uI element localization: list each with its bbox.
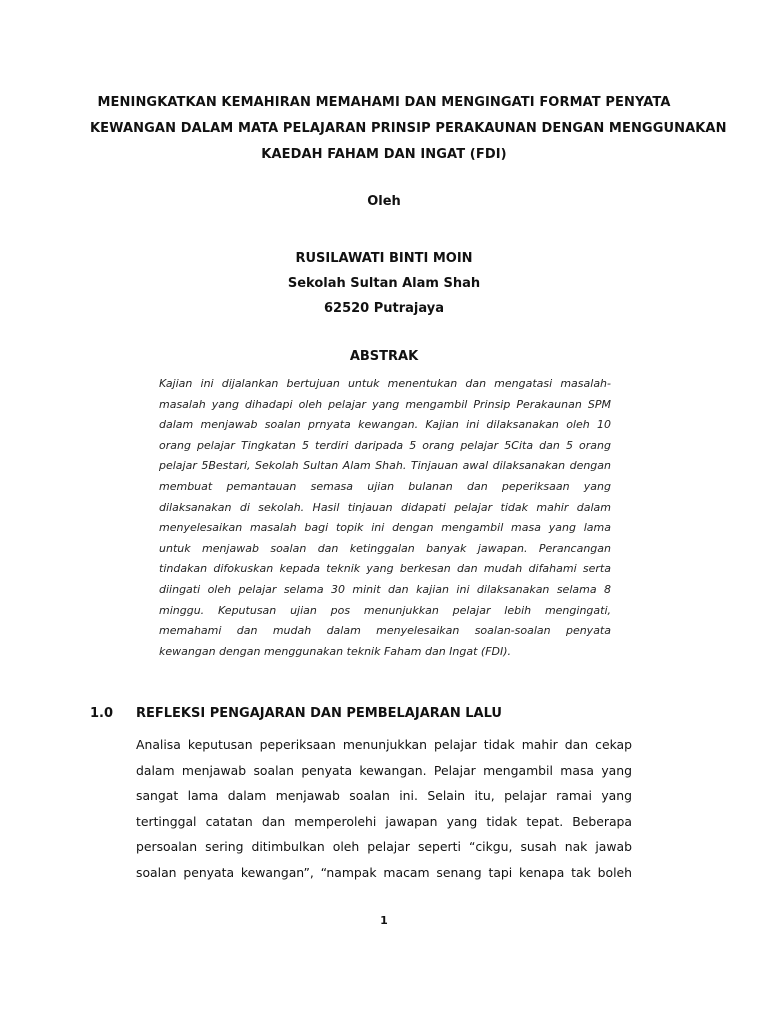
author-address: 62520 Putrajaya [323, 301, 444, 316]
title-line: KAEDAH FAHAM DAN INGAT (FDI) [261, 147, 507, 162]
page-number: 1 [380, 914, 388, 927]
section-line: Analisa keputusan peperiksaan menunjukkan pelajar tidak mahir dan cekap [136, 737, 632, 752]
abstract-line: diingati oleh pelajar selama 30 minit dan kajian ini dilaksanakan selama 8 [159, 582, 611, 596]
section-title: REFLEKSI PENGAJARAN DAN PEMBELAJARAN LALU [136, 706, 502, 721]
abstract-line: minggu. Keputusan ujian pos menunjukkan pelajar lebih mengingati, [159, 603, 611, 617]
abstract-line: masalah yang dihadapi oleh pelajar yang mengambil Prinsip Perakaunan SPM [159, 397, 611, 411]
abstract-line: orang pelajar Tingkatan 5 terdiri daripada 5 orang pelajar 5Cita dan 5 orang [159, 438, 611, 452]
by-label: Oleh [367, 194, 401, 209]
abstract-line: membuat pemantauan semasa ujian bulanan dan peperiksaan yang [159, 479, 611, 493]
section-heading [90, 706, 502, 721]
abstract-line: tindakan difokuskan kepada teknik yang berkesan dan mudah difahami serta [159, 562, 611, 576]
abstract-line: untuk menjawab soalan dan ketinggalan banyak jawapan. Perancangan [159, 541, 611, 555]
abstract-line: menyelesaikan masalah bagi topik ini dengan mengambil masa yang lama [159, 521, 611, 535]
author-school: Sekolah Sultan Alam Shah [287, 276, 481, 291]
section-line: dalam menjawab soalan penyata kewangan. Pelajar mengambil masa yang [136, 762, 632, 778]
title-line: MENINGKATKAN KEMAHIRAN MEMAHAMI DAN MENGINGATI FORMAT PENYATA [97, 95, 671, 110]
author-name: RUSILAWATI BINTI MOIN [295, 251, 473, 266]
abstract-line: kewangan dengan menggunakan teknik Faham dan Ingat (FDI). [159, 644, 512, 658]
abstract-line: pelajar 5Bestari, Sekolah Sultan Alam Shah. Tinjauan awal dilaksanakan dengan [159, 459, 611, 473]
section-line: tertinggal catatan dan memperolehi jawapan yang tidak tepat. Beberapa [136, 813, 632, 829]
section-body [136, 732, 632, 886]
section-number: 1.0 [90, 706, 114, 721]
abstract-body [159, 374, 611, 662]
author-block [0, 246, 768, 321]
abstract-heading: ABSTRAK [349, 349, 419, 364]
abstract-line: memahami dan mudah dalam menyelesaikan soalan-soalan penyata [159, 624, 611, 638]
abstract-line: Kajian ini dijalankan bertujuan untuk menentukan dan mengatasi masalah- [159, 377, 611, 390]
abstract-line: dilaksanakan di sekolah. Hasil tinjauan didapati pelajar tidak mahir dalam [159, 500, 611, 514]
title-line: KEWANGAN DALAM MATA PELAJARAN PRINSIP PERAKAUNAN DENGAN MENGGUNAKAN [90, 121, 727, 136]
section-line: sangat lama dalam menjawab soalan ini. Selain itu, pelajar ramai yang [136, 788, 632, 804]
section-line: persoalan sering ditimbulkan oleh pelajar seperti “cikgu, susah nak jawab [136, 839, 632, 855]
document-title [90, 90, 727, 168]
section-line: soalan penyata kewangan”, “nampak macam senang tapi kenapa tak boleh [136, 864, 632, 880]
abstract-line: dalam menjawab soalan prnyata kewangan. Kajian ini dilaksanakan oleh 10 [159, 418, 611, 432]
